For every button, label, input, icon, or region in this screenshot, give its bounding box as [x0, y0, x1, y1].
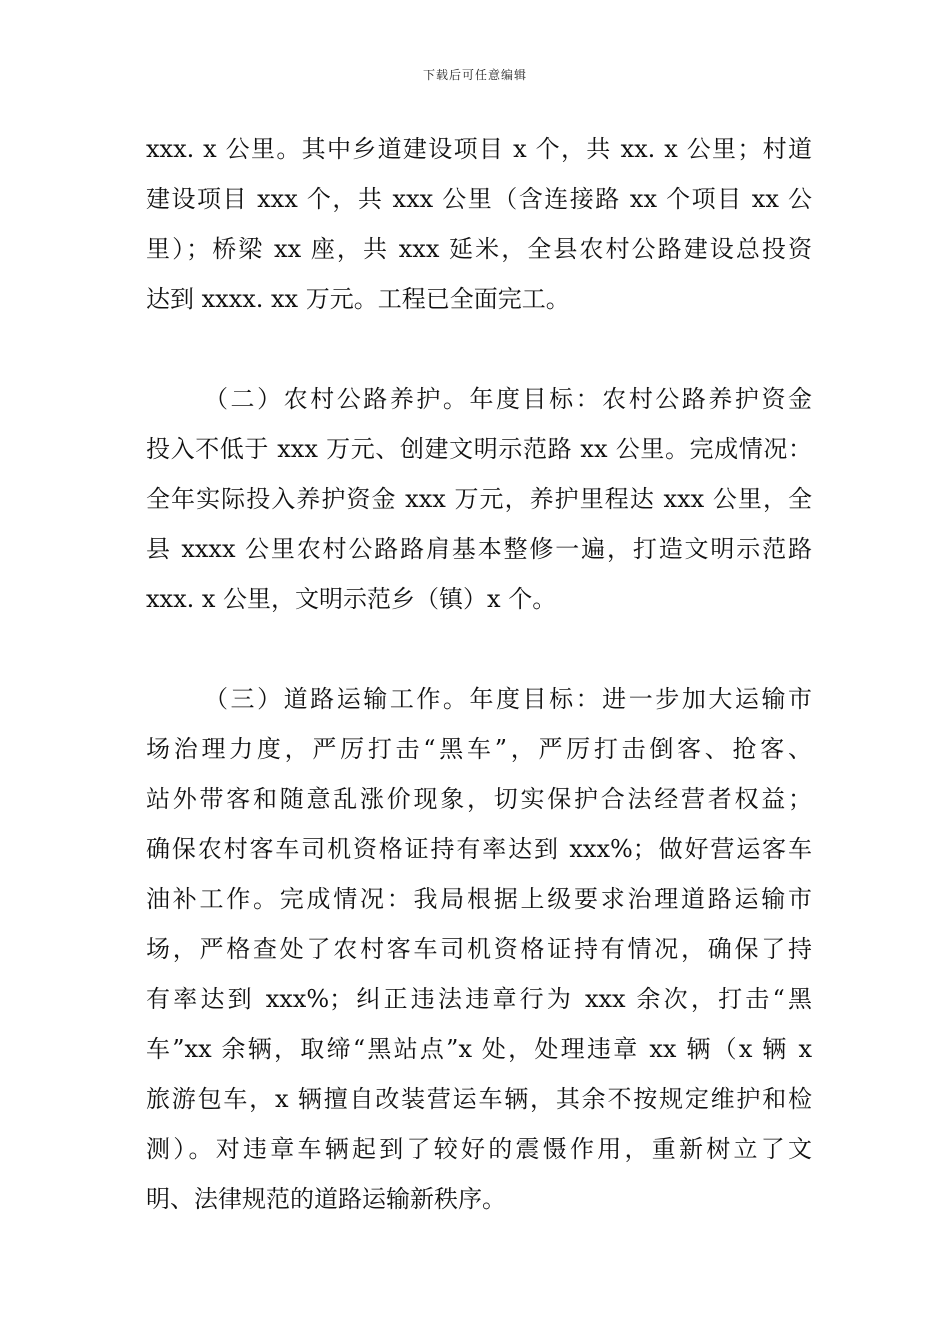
- text-line: 县 xxxx 公里农村公路路肩基本整修一遍，打造文明示范路: [146, 535, 812, 563]
- text-line: 达到 xxxx. xx 万元。工程已全面完工。: [146, 285, 570, 313]
- paragraph-road-transport: [146, 674, 812, 1224]
- text-line: 车”xx 余辆，取缔“黑站点”x 处，处理违章 xx 辆（x 辆 x: [146, 1035, 812, 1063]
- page-header: 下载后可任意编辑: [422, 68, 527, 82]
- text-line: 场，严格查处了农村客车司机资格证持有情况，确保了持: [146, 935, 812, 963]
- text-line: 有率达到 xxx%；纠正违法违章行为 xxx 余次，打击“黑: [146, 985, 812, 1013]
- text-line: 站外带客和随意乱涨价现象，切实保护合法经营者权益；: [146, 785, 812, 813]
- text-line: 投入不低于 xxx 万元、创建文明示范路 xx 公里。完成情况：: [146, 435, 812, 463]
- text-line: 旅游包车，x 辆擅自改装营运车辆，其余不按规定维护和检: [146, 1085, 812, 1113]
- text-line: （三）道路运输工作。年度目标：进一步加大运输市: [204, 685, 812, 713]
- text-line: 建设项目 xxx 个，共 xxx 公里（含连接路 xx 个项目 xx 公: [146, 185, 812, 213]
- text-line: 测）。对违章车辆起到了较好的震慑作用，重新树立了文: [146, 1135, 812, 1163]
- paragraph-spacer: [146, 324, 812, 374]
- text-line: 确保农村客车司机资格证持有率达到 xxx%；做好营运客车: [146, 835, 812, 863]
- text-line: xxx. x 公里。其中乡道建设项目 x 个，共 xx. x 公里；村道: [146, 135, 812, 163]
- document-body: [146, 124, 812, 1224]
- text-line: 里）；桥梁 xx 座，共 xxx 延米，全县农村公路建设总投资: [146, 235, 812, 263]
- text-line: 明、法律规范的道路运输新秩序。: [146, 1185, 506, 1213]
- text-line: 全年实际投入养护资金 xxx 万元，养护里程达 xxx 公里，全: [146, 485, 812, 513]
- paragraph-spacer: [146, 624, 812, 674]
- paragraph-rural-road-maintenance: [146, 374, 812, 624]
- text-line: xxx. x 公里，文明示范乡（镇）x 个。: [146, 585, 557, 613]
- text-line: 油补工作。完成情况：我局根据上级要求治理道路运输市: [146, 885, 812, 913]
- text-line: 场治理力度，严厉打击“黑车”，严厉打击倒客、抢客、: [146, 735, 812, 763]
- text-line: （二）农村公路养护。年度目标：农村公路养护资金: [204, 385, 812, 413]
- paragraph-rural-road-construction: [146, 124, 812, 324]
